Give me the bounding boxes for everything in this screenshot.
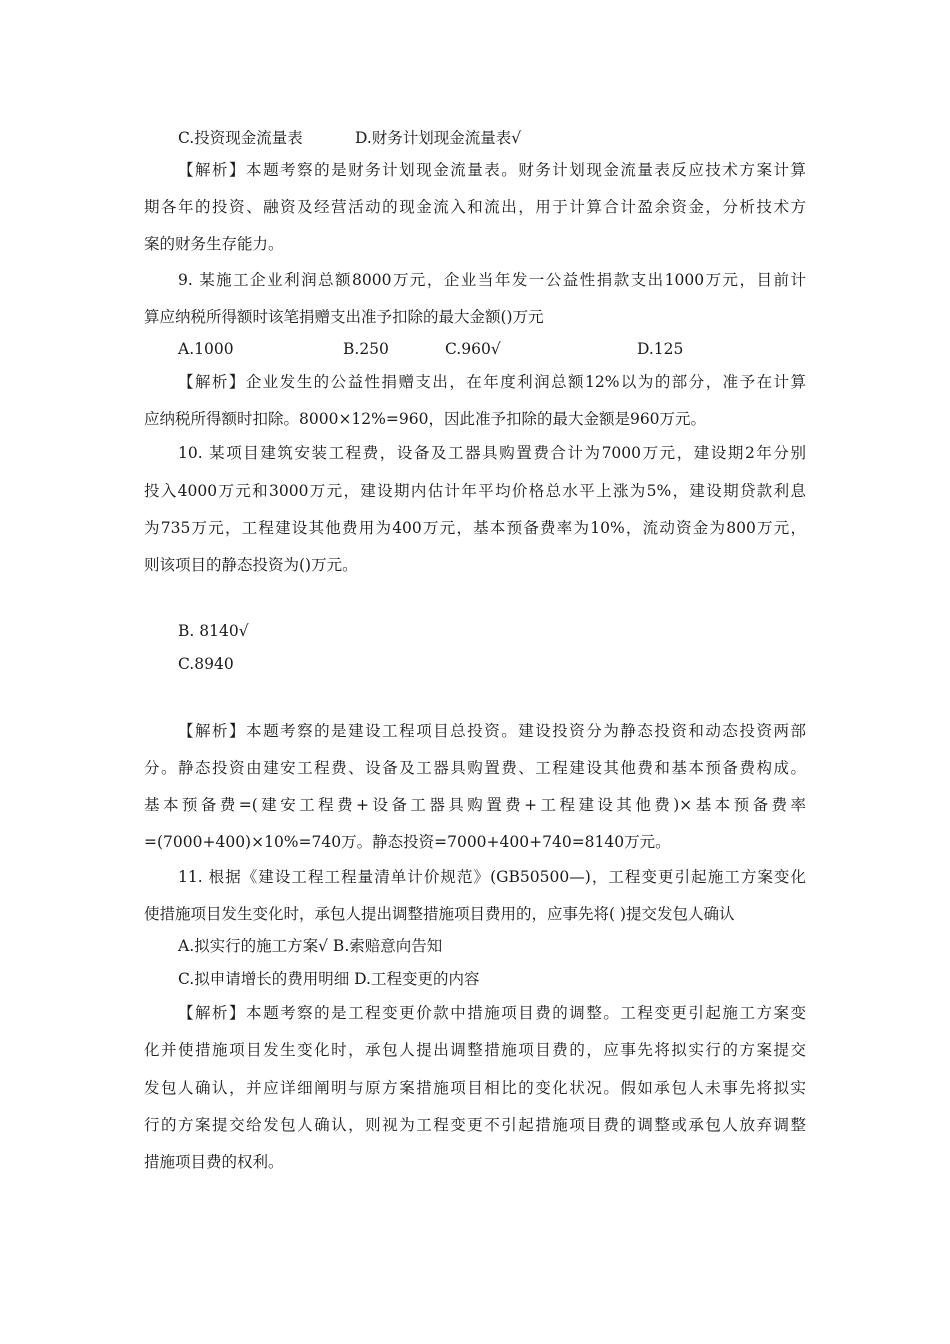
q10-analysis-line-1: 【解析】本题考察的是建设工程项目总投资。建设投资分为静态投资和动态投资两部 bbox=[178, 722, 806, 740]
q10-option-c: C.8940 bbox=[178, 655, 234, 673]
q8-analysis-line-2: 期各年的投资、融资及经营活动的现金流入和流出，用于计算合计盈余资金，分析技术方 bbox=[144, 198, 806, 216]
q10-stem-line-2: 投入4000万元和3000万元，建设期内估计年平均价格总水平上涨为5%，建设期贷款利息 bbox=[144, 482, 806, 500]
q11-options-cd: C.拟申请增长的费用明细 D.工程变更的内容 bbox=[178, 970, 480, 988]
q9-option-d: D.125 bbox=[637, 340, 684, 358]
q11-stem-line-1: 11. 根据《建设工程工程量清单计价规范》(GB50500—)，工程变更引起施工方案变化 bbox=[178, 868, 806, 886]
q10-option-b: B. 8140√ bbox=[178, 622, 249, 640]
q9-stem-line-1: 9. 某施工企业利润总额8000万元，企业当年发一公益性捐款支出1000万元，目前计 bbox=[178, 271, 806, 289]
q11-stem-line-2: 使措施项目发生变化时，承包人提出调整措施项目费用的，应事先将( )提交发包人确认 bbox=[144, 905, 735, 923]
q9-stem-line-2: 算应纳税所得额时该笔捐赠支出准予扣除的最大金额()万元 bbox=[144, 308, 544, 326]
q8-analysis-line-3: 案的财务生存能力。 bbox=[144, 235, 284, 253]
q10-stem-line-3: 为735万元，工程建设其他费用为400万元，基本预备费率为10%，流动资金为800万元， bbox=[144, 519, 806, 537]
q10-stem-line-4: 则该项目的静态投资为()万元。 bbox=[144, 556, 358, 574]
q10-stem-line-1: 10. 某项目建筑安装工程费，设备及工器具购置费合计为7000万元，建设期2年分别 bbox=[178, 444, 806, 462]
q11-analysis-line-5: 措施项目费的权利。 bbox=[144, 1153, 284, 1171]
q8-option-d: D.财务计划现金流量表√ bbox=[355, 129, 522, 147]
q9-analysis-line-2: 应纳税所得额时扣除。8000×12%=960，因此准予扣除的最大金额是960万元。 bbox=[144, 410, 707, 428]
q11-analysis-line-2: 化并使措施项目发生变化时，承包人提出调整措施项目费的，应事先将拟实行的方案提交 bbox=[144, 1041, 806, 1059]
q11-analysis-line-1: 【解析】本题考察的是工程变更价款中措施项目费的调整。工程变更引起施工方案变 bbox=[178, 1004, 806, 1022]
q10-analysis-line-3: 基本预备费=(建安工程费+设备工器具购置费+工程建设其他费)×基本预备费率 bbox=[144, 796, 806, 814]
q10-analysis-line-2: 分。静态投资由建安工程费、设备及工器具购置费、工程建设其他费和基本预备费构成。 bbox=[144, 759, 806, 777]
q9-option-b: B.250 bbox=[343, 340, 389, 358]
q11-analysis-line-4: 行的方案提交给发包人确认，则视为工程变更不引起措施项目费的调整或承包人放弃调整 bbox=[144, 1116, 806, 1134]
q9-option-a: A.1000 bbox=[178, 340, 234, 358]
q10-analysis-line-4: =(7000+400)×10%=740万。静态投资=7000+400+740=8140万元。 bbox=[144, 833, 671, 851]
q8-option-c: C.投资现金流量表 bbox=[178, 129, 303, 147]
q11-analysis-line-3: 发包人确认，并应详细阐明与原方案措施项目相比的变化状况。假如承包人未事先将拟实 bbox=[144, 1079, 806, 1097]
q9-option-c: C.960√ bbox=[445, 340, 501, 358]
q8-analysis-line-1: 【解析】本题考察的是财务计划现金流量表。财务计划现金流量表反应技术方案计算 bbox=[178, 161, 806, 179]
q11-options-ab: A.拟实行的施工方案√ B.索赔意向告知 bbox=[178, 937, 443, 955]
q9-analysis-line-1: 【解析】企业发生的公益性捐赠支出，在年度利润总额12%以为的部分，准予在计算 bbox=[178, 373, 806, 391]
